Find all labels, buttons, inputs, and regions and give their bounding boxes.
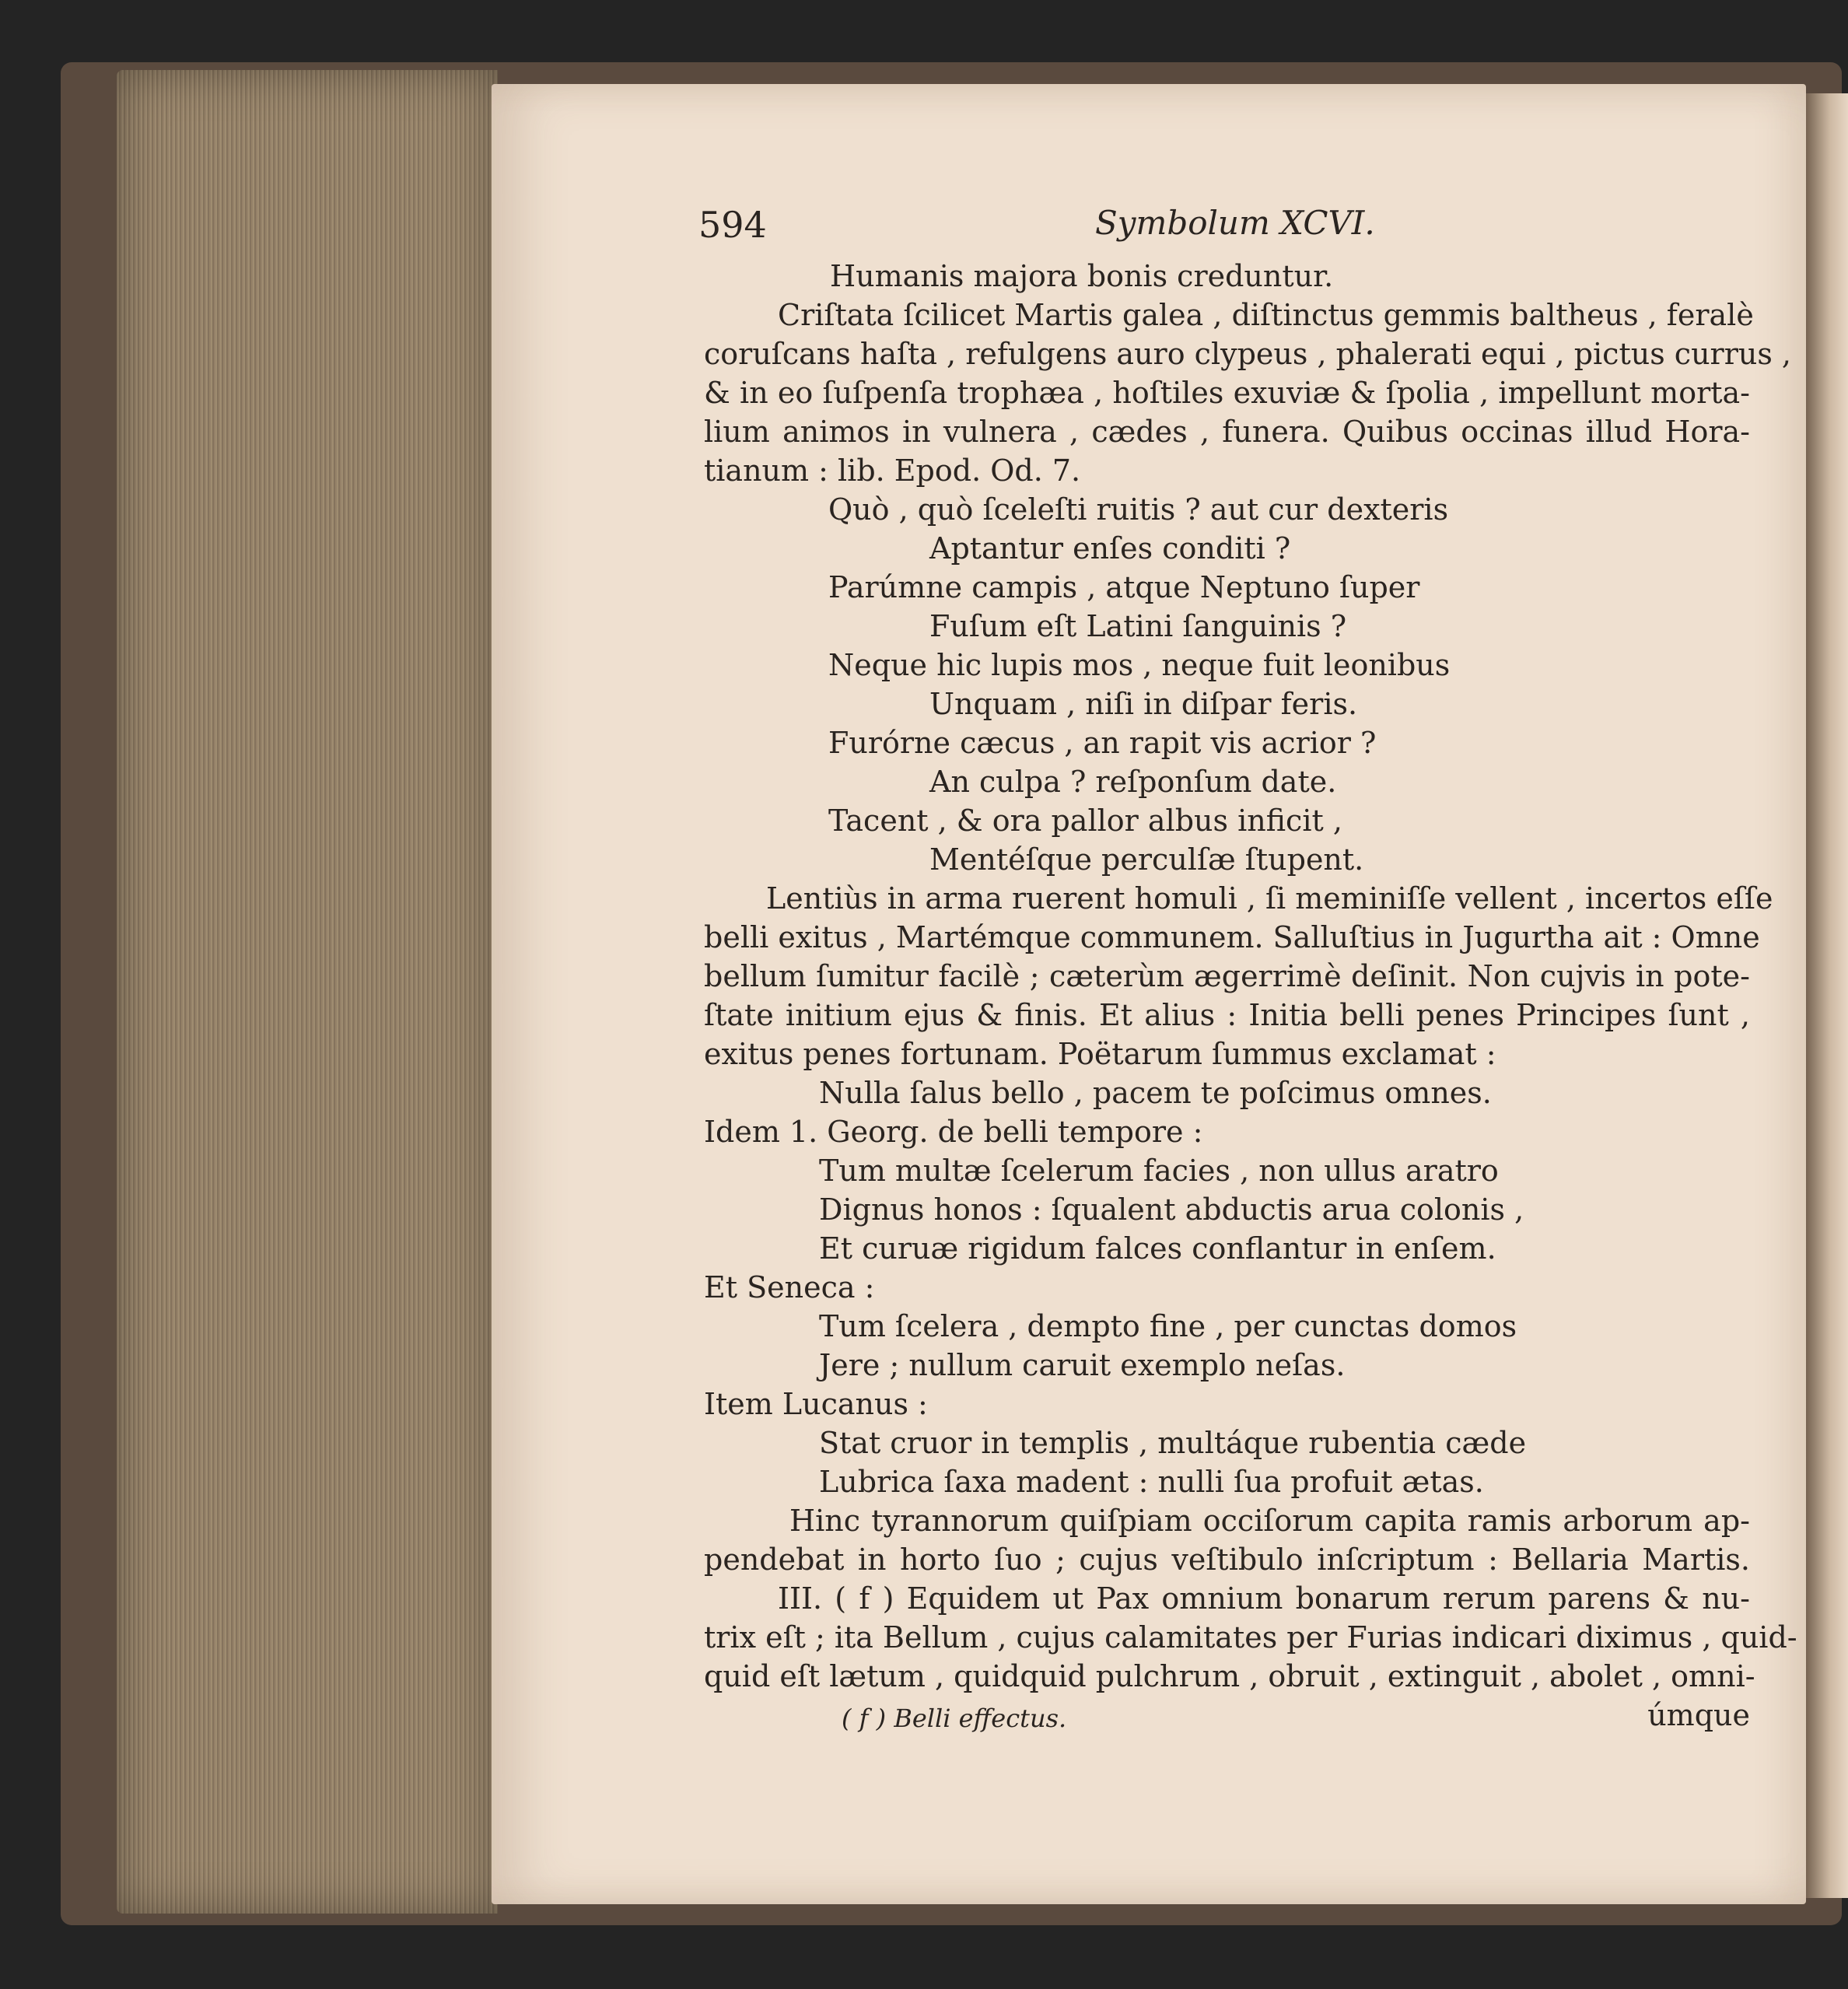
- text-line: ſtate initium ejus & finis. Et alius : Initia belli penes Principes ſunt ,: [704, 998, 1750, 1032]
- verse-line: Et curuæ rigidum falces conflantur in enſem.: [819, 1231, 1496, 1266]
- verse-line: Furórne cæcus , an rapit vis acrior ?: [828, 726, 1377, 760]
- verse-line: Unquam , niſi in diſpar feris.: [929, 687, 1358, 721]
- text-line: & in eo ſuſpenſa trophæa , hoſtiles exuviæ & ſpolia , impellunt morta-: [704, 376, 1750, 410]
- text-line: quid eſt lætum , quidquid pulchrum , obruit , extinguit , abolet , omni-: [704, 1659, 1755, 1693]
- page-edges: [117, 70, 498, 1914]
- verse-line: Aptantur enſes conditi ?: [929, 531, 1291, 566]
- text-line: Idem 1. Georg. de belli tempore :: [704, 1115, 1203, 1149]
- next-page-edge: [1803, 93, 1848, 1898]
- text-line: belli exitus , Martémque communem. Salluſtius in Jugurtha ait : Omne: [704, 920, 1760, 954]
- text-line: tianum : lib. Epod. Od. 7.: [704, 453, 1081, 488]
- text-line: Item Lucanus :: [704, 1387, 928, 1421]
- text-line: pendebat in horto ſuo ; cujus veſtibulo inſcriptum : Bellaria Martis.: [704, 1543, 1750, 1577]
- verse-line: Stat cruor in templis , multáque rubentia cæde: [819, 1426, 1527, 1460]
- verse-line: Tacent , & ora pallor albus inficit ,: [828, 804, 1342, 838]
- body-text: [704, 257, 1797, 1735]
- text-line: Lentiùs in arma ruerent homuli , ſi meminiſſe vellent , incertos eſſe: [766, 881, 1773, 916]
- verse-line: Quò , quò ſceleſti ruitis ? aut cur dexteris: [828, 492, 1449, 527]
- catchword: úmque: [1647, 1698, 1750, 1732]
- verse-line: Fuſum eſt Latini ſanguinis ?: [929, 609, 1347, 643]
- text-line: trix eſt ; ita Bellum , cujus calamitates per Furias indicari diximus , quid-: [704, 1620, 1797, 1655]
- page-number: 594: [698, 204, 767, 246]
- verse-line: Mentéſque perculſæ ſtupent.: [929, 842, 1364, 877]
- text-line: Hinc tyrannorum quiſpiam occiſorum capita ramis arborum ap-: [789, 1504, 1750, 1538]
- verse-line: Dignus honos : ſqualent abductis arua colonis ,: [819, 1192, 1524, 1227]
- verse-line: Neque hic lupis mos , neque fuit leonibus: [828, 648, 1451, 682]
- text-line: Criſtata ſcilicet Martis galea , diſtinctus gemmis baltheus , feralè: [778, 298, 1754, 332]
- verse-line: Tum ſcelera , dempto fine , per cunctas domos: [819, 1309, 1517, 1343]
- running-title: Symbolum XCVI.: [1095, 204, 1375, 242]
- verse-line: Nulla ſalus bello , pacem te poſcimus omnes.: [819, 1076, 1492, 1110]
- verse-line: Lubrica ſaxa madent : nulli ſua profuit ætas.: [819, 1465, 1484, 1499]
- verse-line: Parúmne campis , atque Neptuno ſuper: [828, 570, 1420, 604]
- verse-line: An culpa ? reſponſum date.: [929, 765, 1337, 799]
- text-line: bellum ſumitur facilè ; cæterùm ægerrimè deſinit. Non cujvis in pote-: [704, 959, 1750, 993]
- text-line: lium animos in vulnera , cædes , funera. Quibus occinas illud Hora-: [704, 415, 1750, 449]
- text-line: III. ( f ) Equidem ut Pax omnium bonarum rerum parens & nu-: [778, 1581, 1750, 1616]
- text-line: exitus penes fortunam. Poëtarum ſummus exclamat :: [704, 1037, 1496, 1071]
- verse-line: Tum multæ ſcelerum facies , non ullus aratro: [819, 1154, 1499, 1188]
- page-header: [698, 204, 1787, 250]
- footnote: ( f ) Belli effectus.: [842, 1704, 1067, 1733]
- text-line: Humanis majora bonis creduntur.: [830, 259, 1334, 293]
- text-line: Et Seneca :: [704, 1270, 875, 1304]
- verse-line: Jere ; nullum caruit exemplo neſas.: [819, 1348, 1346, 1382]
- text-line: coruſcans haſta , refulgens auro clypeus , phalerati equi , pictus currus ,: [704, 337, 1792, 371]
